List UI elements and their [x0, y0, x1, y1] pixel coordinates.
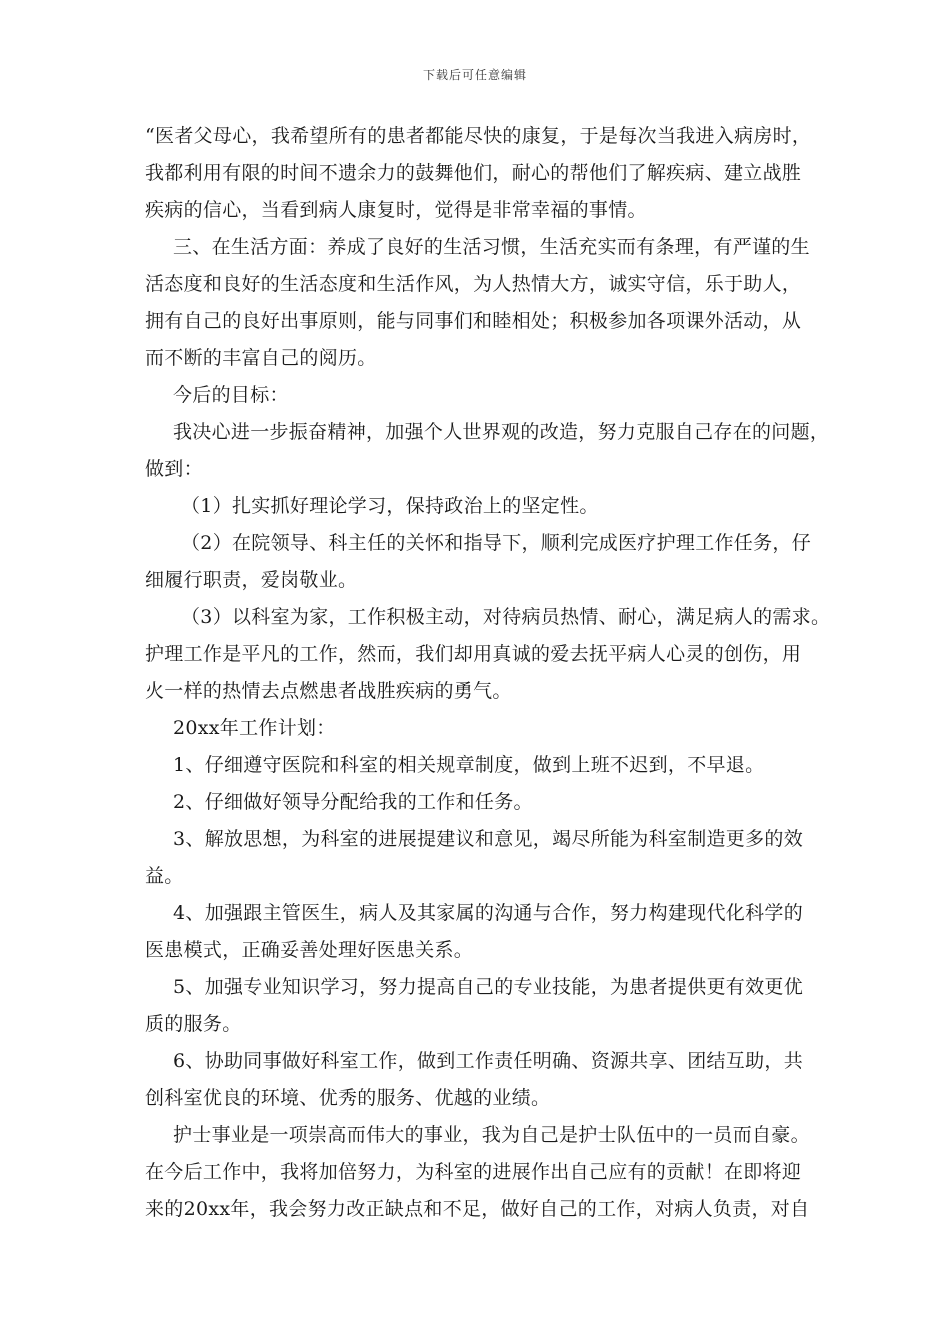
page-header: 下载后可任意编辑 [422, 68, 527, 82]
text-line: 1、仔细遵守医院和科室的相关规章制度，做到上班不迟到，不早退。 [173, 754, 765, 776]
text-line: 而不断的丰富自己的阅历。 [145, 347, 377, 369]
text-line: （2）在院领导、科主任的关怀和指导下，顺利完成医疗护理工作任务，仔 [181, 532, 811, 554]
text-line: 6、协助同事做好科室工作，做到工作责任明确、资源共享、团结互助，共 [173, 1050, 803, 1072]
text-line: 细履行职责，爱岗敬业。 [145, 569, 358, 591]
document-body [145, 118, 831, 1228]
text-line: （3）以科室为家，工作积极主动，对待病员热情、耐心，满足病人的需求。 [181, 606, 831, 628]
text-line: 20xx年工作计划： [173, 717, 336, 739]
text-line: 护士事业是一项崇高而伟大的事业，我为自己是护士队伍中的一员而自豪。 [173, 1124, 810, 1146]
text-line: 拥有自己的良好出事原则，能与同事们和睦相处；积极参加各项课外活动，从 [145, 310, 802, 332]
text-line: 护理工作是平凡的工作，然而，我们却用真诚的爱去抚平病人心灵的创伤，用 [145, 643, 802, 665]
text-line: 在今后工作中，我将加倍努力，为科室的进展作出自己应有的贡献！在即将迎 [145, 1161, 802, 1183]
text-line: 做到： [145, 458, 203, 480]
text-line: 2、仔细做好领导分配给我的工作和任务。 [173, 791, 533, 813]
text-line: 我都利用有限的时间不遗余力的鼓舞他们，耐心的帮他们了解疾病、建立战胜 [145, 162, 802, 184]
text-line: 三、在生活方面：养成了良好的生活习惯，生活充实而有条理，有严谨的生 [173, 236, 810, 258]
text-line: 质的服务。 [145, 1013, 242, 1035]
text-line: 活态度和良好的生活态度和生活作风，为人热情大方，诚实守信，乐于助人， [145, 273, 802, 295]
text-line: 医患模式，正确妥善处理好医患关系。 [145, 939, 474, 961]
text-line: 3、解放思想，为科室的进展提建议和意见，竭尽所能为科室制造更多的效 [173, 828, 803, 850]
text-line: 5、加强专业知识学习，努力提高自己的专业技能，为患者提供更有效更优 [173, 976, 803, 998]
text-line: 来的20xx年，我会努力改正缺点和不足，做好自己的工作，对病人负责，对自 [145, 1198, 810, 1220]
text-line: （1）扎实抓好理论学习，保持政治上的坚定性。 [181, 495, 599, 517]
text-line: “医者父母心，我希望所有的患者都能尽快的康复，于是每次当我进入病房时， [145, 125, 812, 147]
text-line: 创科室优良的环境、优秀的服务、优越的业绩。 [145, 1087, 551, 1109]
text-line: 今后的目标： [173, 384, 289, 406]
text-line: 火一样的热情去点燃患者战胜疾病的勇气。 [145, 680, 512, 702]
text-line: 我决心进一步振奋精神，加强个人世界观的改造，努力克服自己存在的问题， [173, 421, 830, 443]
text-line: 益。 [145, 865, 184, 887]
text-line: 4、加强跟主管医生，病人及其家属的沟通与合作，努力构建现代化科学的 [173, 902, 803, 924]
text-line: 疾病的信心，当看到病人康复时，觉得是非常幸福的事情。 [145, 199, 647, 221]
